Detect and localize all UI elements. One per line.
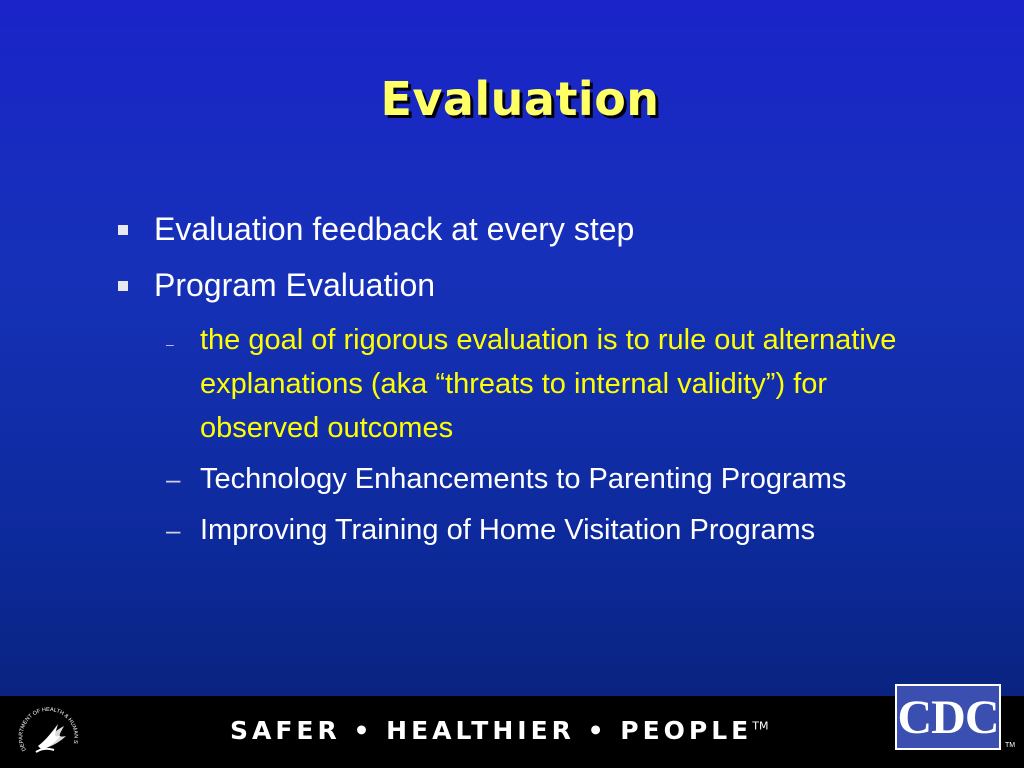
- square-bullet-icon: [118, 281, 128, 291]
- slogan-text: [230, 716, 768, 745]
- bullet-item: [116, 262, 916, 308]
- sub-bullet-text: Technology Enhancements to Parenting Programs: [200, 463, 847, 495]
- dash-bullet-icon: –: [166, 515, 181, 545]
- bullet-list: [116, 206, 916, 559]
- slogan-trademark: TM: [752, 719, 769, 733]
- bullet-item: [116, 206, 916, 252]
- cdc-logo: [895, 684, 1001, 750]
- dash-bullet-icon: –: [166, 336, 174, 352]
- sub-bullet-text: Improving Training of Home Visitation Programs: [200, 514, 816, 546]
- cdc-logo-text: CDC: [897, 691, 999, 744]
- square-bullet-icon: [118, 225, 128, 235]
- footer-bar: [0, 696, 1024, 768]
- cdc-trademark: TM: [1005, 742, 1016, 749]
- sub-bullet-item: [166, 318, 920, 450]
- sub-bullet-text: the goal of rigorous evaluation is to rule out alternative explanations (aka “threats to internal validity”) for observed outcomes: [200, 324, 897, 444]
- slide-title: Evaluation: [380, 72, 660, 126]
- svg-text:DEPARTMENT OF HEALTH & HUMAN S: DEPARTMENT OF HEALTH & HUMAN S: [18, 706, 79, 752]
- sub-bullet-item: [166, 508, 920, 552]
- slogan-words: SAFER • HEALTHIER • PEOPLE: [230, 716, 753, 745]
- bullet-text: Evaluation feedback at every step: [154, 211, 635, 247]
- sub-bullet-item: [166, 457, 920, 501]
- bullet-text: Program Evaluation: [154, 267, 436, 303]
- hhs-seal-icon: [12, 702, 88, 762]
- dash-bullet-icon: –: [166, 464, 181, 494]
